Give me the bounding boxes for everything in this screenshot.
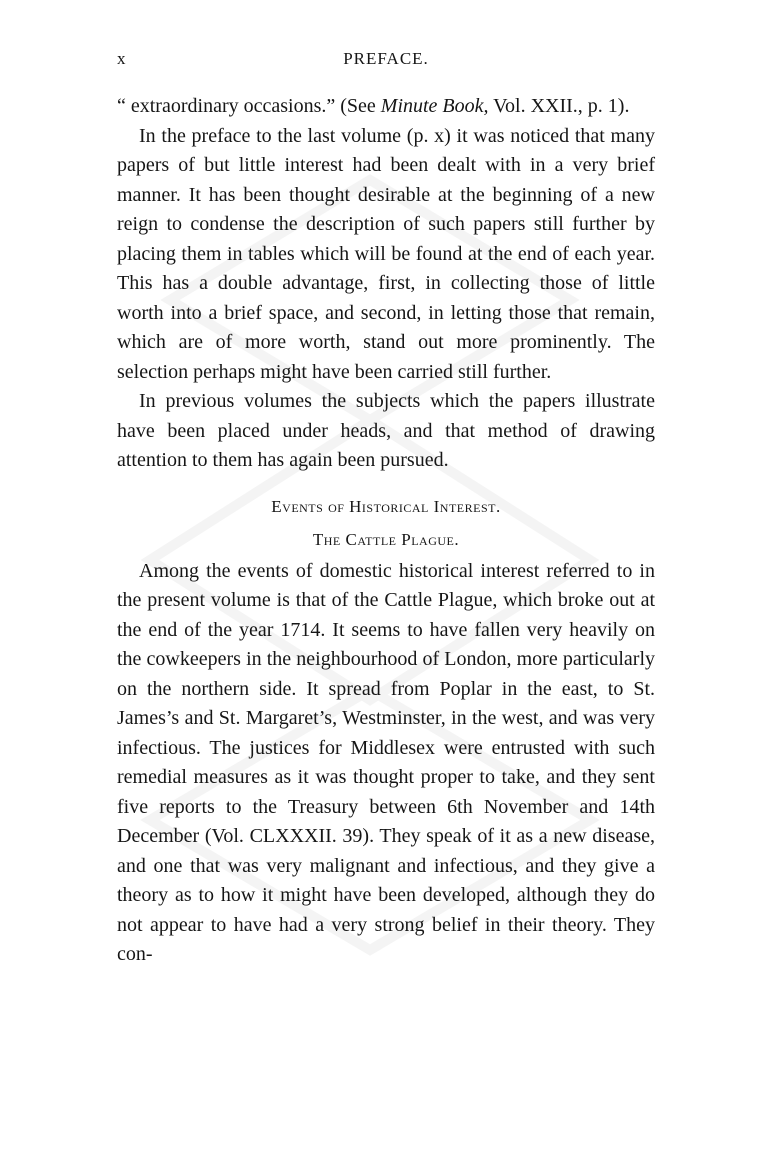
paragraph-continuation <box>117 92 655 122</box>
running-title: PREFACE. <box>343 49 429 68</box>
paragraph: In previous volumes the subjects which the papers illustrate have been placed under heads, and that method of drawing attention to them has again been pursued. <box>117 390 655 471</box>
page-header <box>117 49 655 75</box>
subsection-heading: The Cattle Plague. <box>312 530 460 549</box>
page-body <box>117 92 655 970</box>
page-number: x <box>117 49 127 68</box>
paragraph-text: Vol. XXII., p. 1). <box>488 95 630 117</box>
section-heading: Events of Historical Interest. <box>271 496 501 516</box>
paragraph: In the preface to the last volume (p. x) it was noticed that many papers of but little interest had been dealt with in a very brief manner. It has been thought desirable at the beginning of a new reign to condense the description of such papers still further by placing them in tables which will be found at the end of each year. This has a double advantage, first, in collecting those of little worth into a brief space, and second, in letting those that remain, which are of more worth, stand out more prominently. The selection perhaps might have been carried still further. <box>117 124 655 383</box>
paragraph: Among the events of domestic historical interest referred to in the present volume is that of the Cattle Plague, which broke out at the end of the year 1714. It seems to have fallen very heavily on the cowkeepers in the neighbourhood of London, more particularly on the northern side. It spread from Poplar in the east, to St. James’s and St. Margaret’s, Westminster, in the west, and was very infectious. The justices for Middlesex were entrusted with such remedial measures as it was thought proper to take, and they sent five reports to the Treasury between 6th November and 14th December (Vol. CLXXXII. 39). They speak of it as a new disease, and one that was very malignant and infectious, and they give a theory as to how it might have been developed, although they do not appear to have had a very strong belief in their theory. They con- <box>117 559 655 965</box>
italic-title: Minute Book, <box>380 95 489 117</box>
paragraph-text: “ extraordinary occasions.” (See <box>117 95 381 117</box>
